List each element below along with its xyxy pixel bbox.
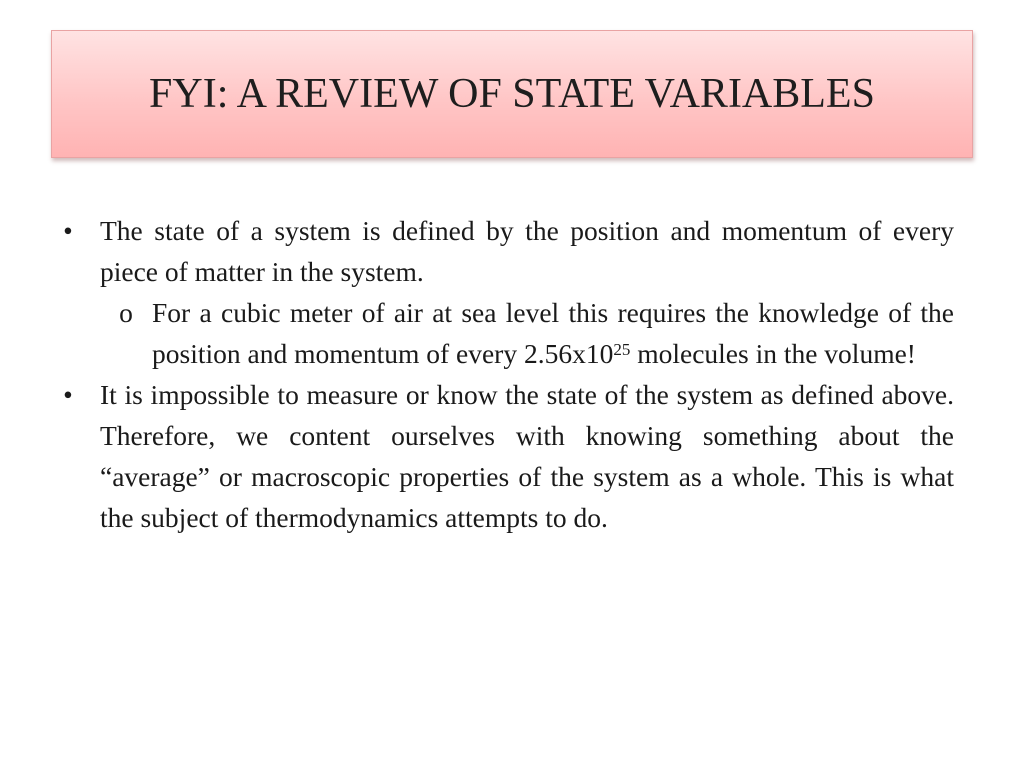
bullet-text: It is impossible to measure or know the state of the system as defined above. Therefore, we content ourselves with knowing something about the “average” or macroscopic properties of the system as a whole. This is what the subject of thermodynamics attempts to do.: [100, 379, 954, 533]
sub-bullet-item-1: [58, 292, 954, 374]
sub-bullet-text-after: molecules in the volume!: [630, 338, 916, 369]
bullet-marker: •: [63, 215, 73, 246]
bullet-marker: •: [63, 379, 73, 410]
bullet-item-2: [58, 374, 954, 538]
bullet-text: The state of a system is defined by the position and momentum of every piece of matter in the system.: [100, 215, 954, 287]
sub-bullet-marker: o: [119, 297, 133, 328]
title-banner: [51, 30, 973, 158]
sub-bullet-text: [152, 297, 954, 369]
sub-bullet-text-before: For a cubic meter of air at sea level this requires the knowledge of the position and momentum of every 2.56x10: [152, 297, 954, 369]
slide-title: FYI: A REVIEW OF STATE VARIABLES: [149, 71, 875, 117]
bullet-item-1: [58, 210, 954, 292]
exponent: 25: [613, 339, 631, 359]
slide-body: [58, 210, 954, 538]
